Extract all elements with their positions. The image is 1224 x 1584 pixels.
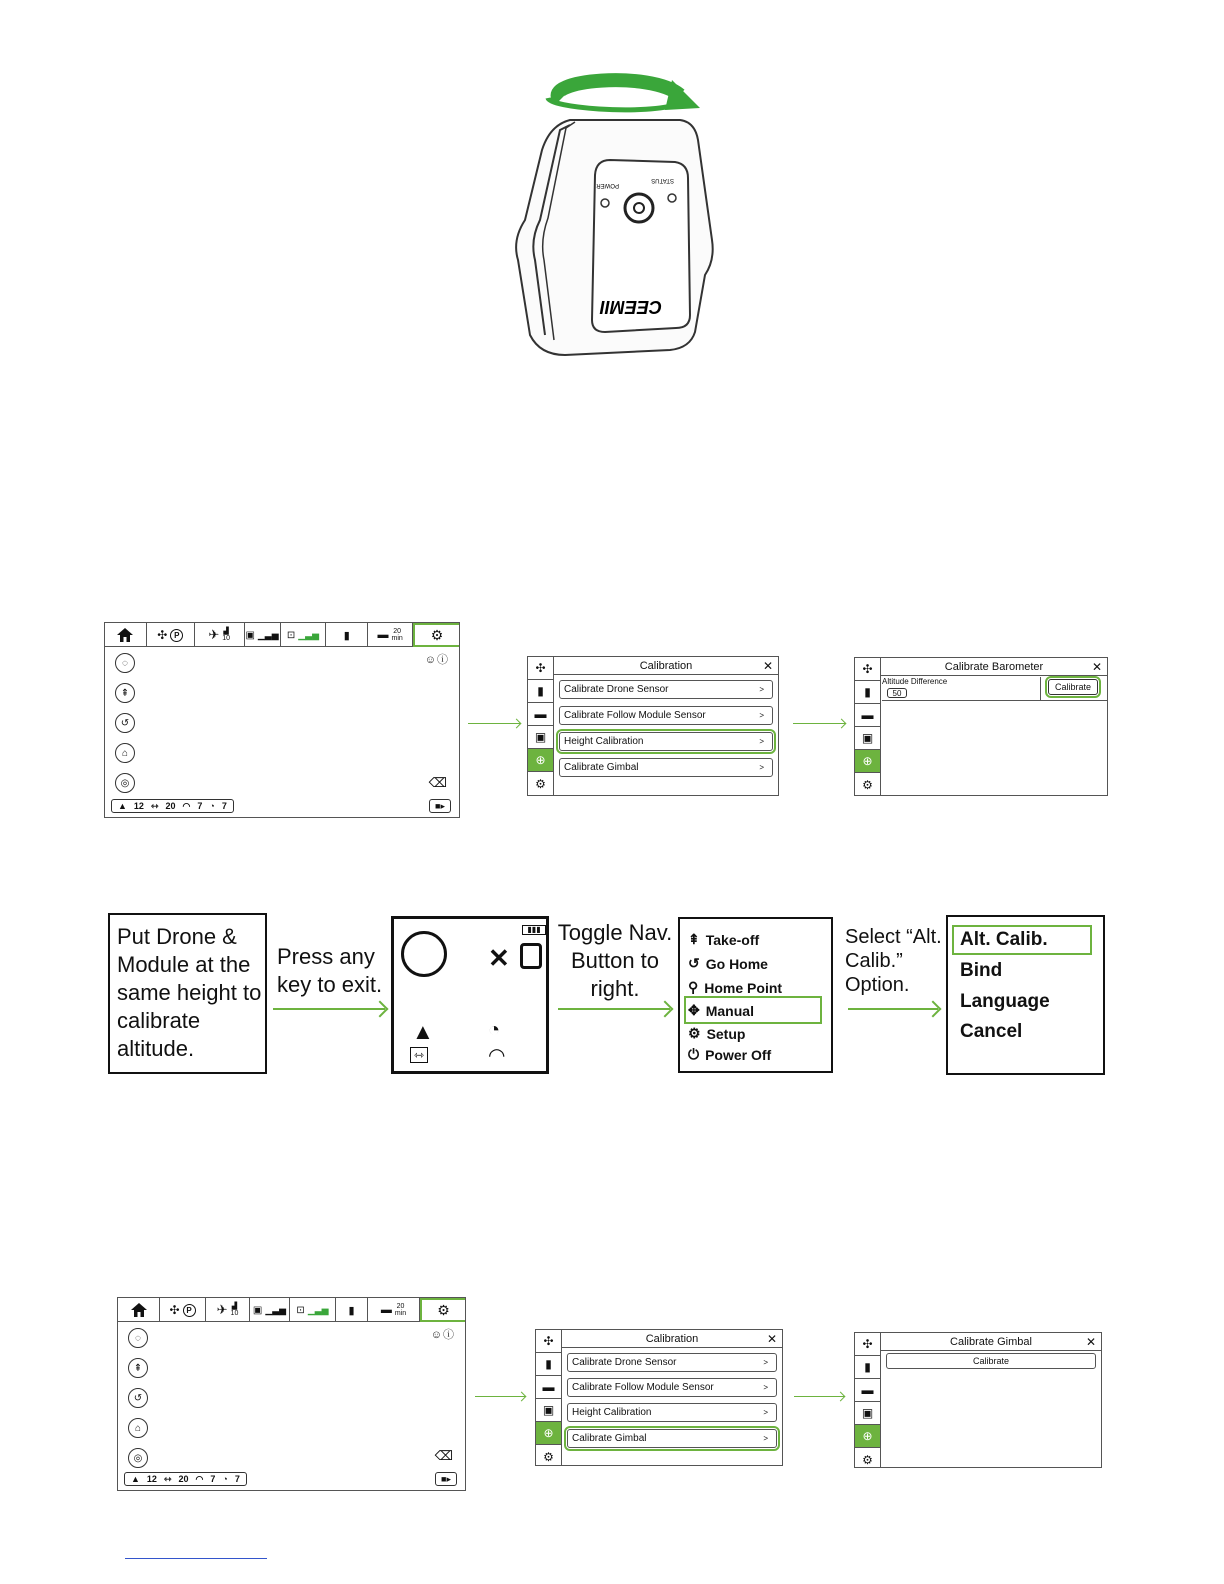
step-2-text: Press any key to exit. xyxy=(277,944,383,997)
home-icon[interactable] xyxy=(118,1298,160,1322)
options-menu xyxy=(946,915,1105,1075)
timer-value: 20 xyxy=(396,1303,405,1310)
power-label: POWER xyxy=(596,182,619,188)
menu-takeoff[interactable]: ⇞ Take-off xyxy=(688,931,760,948)
battery-icon: ▮ xyxy=(326,623,368,647)
timer-icon: ▬ xyxy=(377,629,389,641)
menu-item-gimbal[interactable]: Calibrate Gimbal > xyxy=(559,758,773,777)
menu-item-drone-sensor[interactable]: Calibrate Drone Sensor > xyxy=(567,1353,777,1372)
side-controls xyxy=(115,653,139,803)
telemetry-bar xyxy=(124,1472,247,1486)
module-signal-icon: ▁▃▅ xyxy=(307,1304,329,1315)
homepoint-icon[interactable]: ⌂ xyxy=(115,743,135,763)
step-1-box xyxy=(108,913,267,1074)
satellite-count: 10 xyxy=(222,635,231,642)
battery-icon: ▮▮▮ xyxy=(522,925,546,935)
settings-gear-button[interactable] xyxy=(420,1298,465,1322)
drone-icon: ✣ xyxy=(157,628,168,642)
module-tab-icon[interactable]: ▮ xyxy=(536,1353,561,1376)
close-icon[interactable]: ✕ xyxy=(1085,1335,1096,1349)
record-button[interactable] xyxy=(435,1472,457,1486)
menu-item-height-calibration[interactable]: Height Calibration > xyxy=(559,732,773,751)
settings-tab-icon[interactable]: ⚙ xyxy=(862,1452,873,1467)
gimbal-tab-icon[interactable]: ▬ xyxy=(528,703,553,726)
altitude-difference-input[interactable]: 50 xyxy=(887,688,907,698)
top-status-bar: ✣ P ✈ ▟ 10 ▣ ▁▃▅ ⊡ ▁▃▅ ▮ ▬ 20 min ⚙ xyxy=(118,1298,465,1322)
arrow xyxy=(468,723,520,724)
manual-icon: ✥ xyxy=(688,1002,700,1018)
menu-side-tabs xyxy=(855,1333,881,1467)
location-icon[interactable]: ◎ xyxy=(128,1448,148,1468)
battery-icon: ▮ xyxy=(336,1298,368,1322)
video-camera-icon: ■▸ xyxy=(441,1473,451,1484)
option-cancel[interactable]: Cancel xyxy=(960,1021,1023,1042)
arrow xyxy=(848,1008,938,1010)
takeoff-icon[interactable]: ⇞ xyxy=(115,683,135,703)
gear-icon: ⚙ xyxy=(437,1301,450,1318)
parking-icon: P xyxy=(170,629,183,642)
satellite-count: 10 xyxy=(230,1310,239,1317)
top-status-bar: ✣ P ✈ ▟ 10 ▣ ▁▃▅ ⊡ ▁▃▅ ▮ ▬ 20 min ⚙ xyxy=(105,623,459,647)
drone-tab-icon[interactable]: ✣ xyxy=(855,1333,880,1356)
main-screen-2 xyxy=(117,1297,466,1491)
menu-gohome[interactable]: ↺ Go Home xyxy=(688,955,768,972)
altitude-value: 12 xyxy=(133,801,144,811)
hspeed-icon: ◠ xyxy=(182,800,191,811)
rotate-arrow-icon xyxy=(558,80,680,100)
altitude-icon: ▲ xyxy=(118,801,127,811)
gimbal-panel xyxy=(854,1332,1102,1468)
drone-icon: ✣ xyxy=(169,1303,180,1317)
gimbal-tab-icon[interactable]: ▬ xyxy=(536,1376,561,1399)
target-circle-icon xyxy=(401,931,447,977)
arrow xyxy=(793,723,845,724)
menu-item-module-sensor[interactable]: Calibrate Follow Module Sensor > xyxy=(559,706,773,725)
settings-tab-icon[interactable]: ⚙ xyxy=(862,777,873,792)
module-tab-icon[interactable]: ▮ xyxy=(855,681,880,704)
gear-icon: ⚙ xyxy=(688,1025,701,1041)
vspeed-icon: ◔ xyxy=(209,801,215,811)
panel-title: Calibrate Barometer xyxy=(881,658,1107,676)
controller-tab-icon[interactable]: ▣ xyxy=(855,1402,880,1425)
calibration-tab-icon[interactable]: ⊕ xyxy=(528,749,553,772)
footer-rule xyxy=(125,1558,267,1559)
drone-tab-icon[interactable]: ✣ xyxy=(855,658,880,681)
vspeed-icon: ◔ xyxy=(488,1019,501,1041)
calibration-tab-icon[interactable]: ⊕ xyxy=(855,750,880,773)
module-menu xyxy=(678,917,833,1073)
warning-icons: ☺ⓘ xyxy=(424,654,449,666)
warning-icons: ☺ⓘ xyxy=(430,1329,455,1341)
follow-module-illustration xyxy=(500,70,730,360)
menu-setup[interactable]: ⚙ Setup xyxy=(688,1025,746,1042)
module-icon: ⊡ xyxy=(286,629,296,641)
gimbal-calibrate-button[interactable]: Calibrate xyxy=(886,1353,1096,1369)
takeoff-icon[interactable]: ⇞ xyxy=(128,1358,148,1378)
gimbal-tab-icon[interactable]: ▬ xyxy=(855,704,880,727)
option-bind[interactable]: Bind xyxy=(960,960,1003,981)
menu-item-height-calibration[interactable]: Height Calibration > xyxy=(567,1403,777,1422)
vspeed-value: 7 xyxy=(221,801,227,811)
settings-tab-icon[interactable]: ⚙ xyxy=(543,1449,554,1464)
close-icon[interactable]: ✕ xyxy=(1091,660,1102,674)
close-icon[interactable]: ✕ xyxy=(766,1332,777,1346)
calibration-menu-2 xyxy=(535,1329,783,1466)
module-signal-icon: ▁▃▅ xyxy=(298,629,320,640)
main-screen-1 xyxy=(104,622,460,818)
menu-side-tabs xyxy=(536,1330,562,1465)
menu-side-tabs xyxy=(855,658,881,795)
module-icon xyxy=(520,943,542,969)
takeoff-icon: ⇞ xyxy=(688,931,700,947)
parking-icon: P xyxy=(183,1304,196,1317)
target-icon[interactable]: ◌ xyxy=(128,1328,148,1348)
calibration-tab-icon[interactable]: ⊕ xyxy=(855,1425,880,1448)
menu-side-tabs xyxy=(528,657,554,795)
controller-icon: ▣ xyxy=(245,629,255,641)
target-icon[interactable]: ◌ xyxy=(115,653,135,673)
arrow xyxy=(475,1396,525,1397)
module-icon: ⊡ xyxy=(296,1304,305,1316)
option-language[interactable]: Language xyxy=(960,991,1050,1012)
satellite-icon: ✈ xyxy=(216,1302,228,1317)
altitude-icon: ▲ xyxy=(412,1019,434,1044)
panel-title: Calibrate Gimbal xyxy=(881,1333,1101,1351)
vspeed-value: 7 xyxy=(234,1474,240,1484)
vspeed-icon: ◔ xyxy=(222,1474,228,1484)
settings-tab-icon[interactable]: ⚙ xyxy=(535,776,546,791)
option-alt-calib[interactable]: Alt. Calib. xyxy=(960,929,1048,950)
distance-icon: ⇿ xyxy=(410,1047,428,1063)
module-tab-icon[interactable]: ▮ xyxy=(528,680,553,703)
home-icon[interactable] xyxy=(105,623,147,647)
homepoint-icon[interactable]: ⌂ xyxy=(128,1418,148,1438)
gear-icon: ⚙ xyxy=(430,626,444,643)
satellite-icon: ✈ xyxy=(208,627,220,642)
hspeed-icon: ◠ xyxy=(488,1045,506,1067)
menu-poweroff[interactable]: ⏻ Power Off xyxy=(688,1046,772,1063)
status-label: STATUS xyxy=(651,177,674,183)
distance-icon: ⇿ xyxy=(163,1473,172,1484)
settings-gear-button[interactable] xyxy=(413,623,459,647)
hspeed-value: 7 xyxy=(197,801,203,811)
calibrate-button[interactable]: Calibrate xyxy=(1048,679,1098,695)
menu-homepoint[interactable]: ⚲ Home Point xyxy=(688,979,783,996)
telemetry-bar xyxy=(111,799,234,813)
timer-unit: min xyxy=(394,1310,407,1317)
video-camera-icon: ■▸ xyxy=(435,800,445,811)
gohome-icon: ↺ xyxy=(688,955,700,971)
altitude-icon: ▲ xyxy=(131,1474,140,1484)
calibration-menu-1 xyxy=(527,656,779,796)
gohome-icon[interactable]: ↺ xyxy=(128,1388,148,1408)
menu-item-module-sensor[interactable]: Calibrate Follow Module Sensor > xyxy=(567,1378,777,1397)
gimbal-tab-icon[interactable]: ▬ xyxy=(855,1379,880,1402)
power-icon: ⏻ xyxy=(688,1046,700,1062)
close-icon[interactable]: ✕ xyxy=(762,659,773,673)
hspeed-value: 7 xyxy=(210,1474,216,1484)
location-icon[interactable]: ◎ xyxy=(115,773,135,793)
homepoint-icon: ⚲ xyxy=(688,979,699,995)
arrow xyxy=(273,1008,385,1010)
controller-tab-icon[interactable]: ▣ xyxy=(528,726,553,749)
hspeed-icon: ◠ xyxy=(195,1473,204,1484)
step-3-text: Toggle Nav. Button to right. xyxy=(557,920,673,1001)
controller-tab-icon[interactable]: ▣ xyxy=(536,1399,561,1422)
drone-tab-icon[interactable]: ✣ xyxy=(536,1330,561,1353)
menu-item-gimbal[interactable]: Calibrate Gimbal > xyxy=(567,1429,777,1448)
record-button[interactable] xyxy=(429,799,451,813)
calibration-tab-icon[interactable]: ⊕ xyxy=(536,1422,561,1445)
menu-manual[interactable]: ✥ Manual xyxy=(688,1002,754,1019)
module-idle-screen xyxy=(391,916,549,1074)
barometer-panel xyxy=(854,657,1108,796)
distance-icon: ⇿ xyxy=(150,800,159,811)
menu-title: Calibration xyxy=(554,657,778,675)
timer-value: 20 xyxy=(393,628,402,635)
step-4-text: Select “Alt. Calib.” Option. xyxy=(845,926,942,996)
module-tab-icon[interactable]: ▮ xyxy=(855,1356,880,1379)
arrow xyxy=(794,1396,844,1397)
arrow xyxy=(558,1008,670,1010)
menu-title: Calibration xyxy=(562,1330,782,1348)
distance-value: 20 xyxy=(165,801,176,811)
signal-icon: ▁▃▅ xyxy=(257,629,279,640)
side-controls xyxy=(128,1328,152,1478)
controller-tab-icon[interactable]: ▣ xyxy=(855,727,880,750)
drone-icon: ✕ xyxy=(488,943,510,973)
distance-value: 20 xyxy=(178,1474,189,1484)
signal-icon: ▁▃▅ xyxy=(265,1304,287,1315)
altitude-value: 12 xyxy=(146,1474,157,1484)
gohome-icon[interactable]: ↺ xyxy=(115,713,135,733)
eraser-icon[interactable]: ⌫ xyxy=(428,775,447,790)
eraser-icon[interactable]: ⌫ xyxy=(434,1448,453,1463)
timer-unit: min xyxy=(391,635,403,642)
controller-icon: ▣ xyxy=(252,1304,263,1316)
timer-icon: ▬ xyxy=(380,1304,392,1316)
brand-logo: CEEMII xyxy=(599,297,662,317)
step-1-text: Put Drone & Module at the same height to calibrate altitude. xyxy=(117,924,262,1061)
altitude-difference-label: Altitude Difference xyxy=(882,677,948,686)
menu-item-drone-sensor[interactable]: Calibrate Drone Sensor > xyxy=(559,680,773,699)
drone-tab-icon[interactable]: ✣ xyxy=(528,657,553,680)
